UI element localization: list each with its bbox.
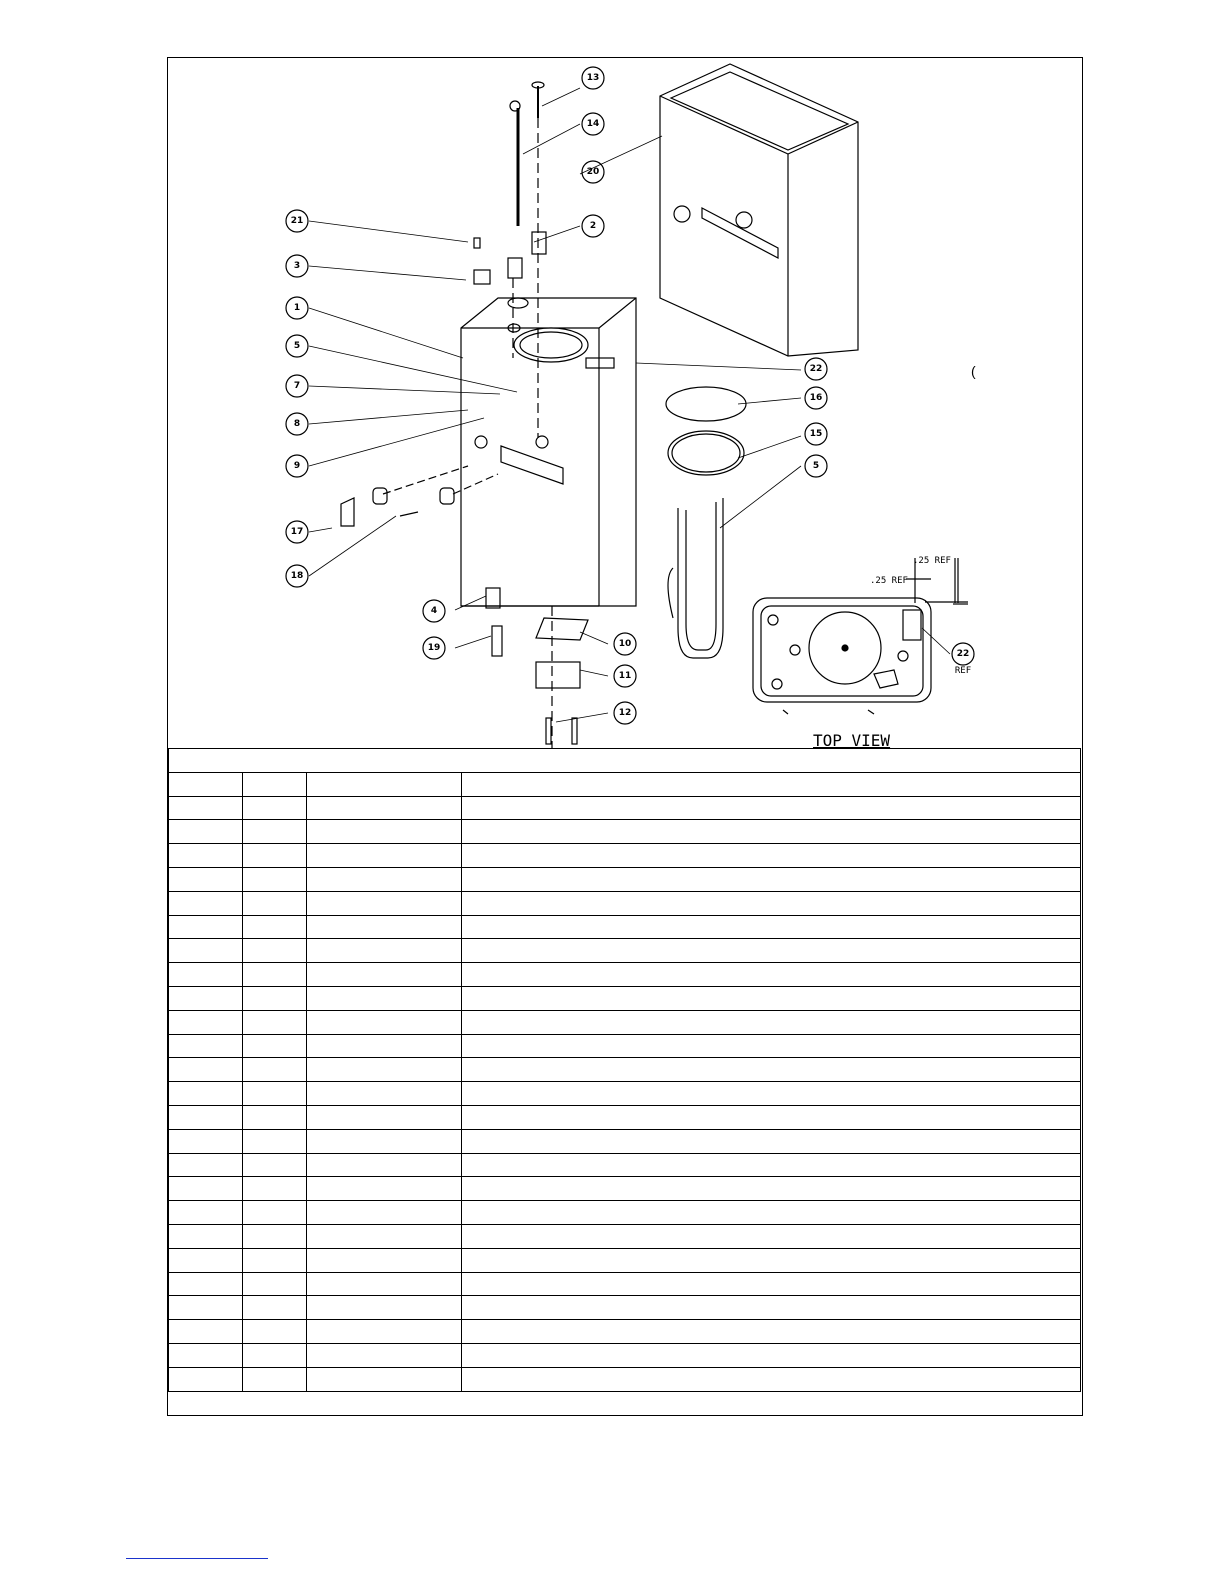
callout-11: 11 <box>618 671 632 681</box>
table-row <box>169 1177 1081 1201</box>
table-cell <box>242 1058 306 1082</box>
table-cell <box>242 1034 306 1058</box>
callout-4: 4 <box>430 606 438 616</box>
table-cell <box>242 915 306 939</box>
dimension-upper: .25 REF <box>913 556 951 566</box>
table-cell <box>169 1105 243 1129</box>
table-row <box>169 844 1081 868</box>
table-cell <box>461 939 1080 963</box>
table-cell <box>242 820 306 844</box>
callout-15: 15 <box>809 429 823 439</box>
table-cell <box>461 915 1080 939</box>
shroud <box>660 64 858 356</box>
table-row <box>169 1343 1081 1367</box>
table-cell <box>242 1296 306 1320</box>
table-cell <box>306 844 461 868</box>
table-row <box>169 1224 1081 1248</box>
table-cell <box>169 1272 243 1296</box>
table-row <box>169 1010 1081 1034</box>
table-cell <box>242 1177 306 1201</box>
ref-note: REF <box>954 666 972 676</box>
table-cell <box>169 939 243 963</box>
table-cell <box>242 1105 306 1129</box>
table-cell <box>169 1201 243 1225</box>
table-cell <box>306 1320 461 1344</box>
table-row <box>169 1320 1081 1344</box>
table-cell <box>169 1224 243 1248</box>
callout-8: 8 <box>293 419 301 429</box>
table-cell <box>306 1201 461 1225</box>
callout-20: 20 <box>586 167 600 177</box>
table-cell <box>306 986 461 1010</box>
table-cell <box>461 1129 1080 1153</box>
table-cell <box>169 1129 243 1153</box>
table-cell <box>242 796 306 820</box>
callout-21: 21 <box>290 216 304 226</box>
table-cell <box>169 891 243 915</box>
callout-22-topview: 22 <box>956 649 970 659</box>
table-cell <box>169 1058 243 1082</box>
table-cell <box>461 963 1080 987</box>
top-view <box>753 558 968 714</box>
table-cell <box>242 891 306 915</box>
table-row <box>169 772 1081 796</box>
table-cell <box>306 1272 461 1296</box>
table-cell <box>461 1296 1080 1320</box>
table-cell <box>169 1367 243 1391</box>
table-row <box>169 939 1081 963</box>
table-cell <box>306 1367 461 1391</box>
exploded-drawing <box>168 58 1081 748</box>
table-cell <box>306 1153 461 1177</box>
callout-18: 18 <box>290 571 304 581</box>
table-cell <box>306 772 461 796</box>
table-cell <box>242 963 306 987</box>
table-cell <box>461 986 1080 1010</box>
callout-22-tank: 22 <box>809 364 823 374</box>
table-row <box>169 1058 1081 1082</box>
table-cell <box>461 1058 1080 1082</box>
table-cell <box>242 1129 306 1153</box>
callout-1: 1 <box>293 303 301 313</box>
table-cell <box>169 844 243 868</box>
parts-sheet <box>167 57 1083 1416</box>
table-cell <box>169 1177 243 1201</box>
table-cell <box>242 1224 306 1248</box>
footer-link-underline <box>126 1558 268 1559</box>
table-cell <box>169 1320 243 1344</box>
table-cell <box>306 820 461 844</box>
table-cell <box>169 986 243 1010</box>
table-cell <box>306 1105 461 1129</box>
table-cell <box>169 796 243 820</box>
table-cell <box>461 1224 1080 1248</box>
table-cell <box>169 772 243 796</box>
table-cell <box>461 1367 1080 1391</box>
table-row <box>169 1082 1081 1106</box>
table-cell <box>461 1105 1080 1129</box>
table-cell <box>169 820 243 844</box>
heating-element <box>668 498 723 658</box>
table-row <box>169 1153 1081 1177</box>
bottom-parts <box>486 588 588 748</box>
table-cell <box>169 915 243 939</box>
table-cell <box>461 1153 1080 1177</box>
table-title-row <box>169 749 1081 773</box>
table-cell <box>461 1343 1080 1367</box>
table-cell <box>242 939 306 963</box>
table-cell <box>306 1129 461 1153</box>
table-cell <box>461 1248 1080 1272</box>
table-cell <box>306 963 461 987</box>
tank-body <box>461 298 636 606</box>
callout-5-top: 5 <box>293 341 301 351</box>
table-cell <box>242 867 306 891</box>
table-cell <box>461 1177 1080 1201</box>
table-row <box>169 1367 1081 1391</box>
table-cell <box>461 891 1080 915</box>
callout-5-element: 5 <box>812 461 820 471</box>
table-row <box>169 963 1081 987</box>
table-row <box>169 986 1081 1010</box>
table-cell <box>169 1010 243 1034</box>
table-cell <box>169 1034 243 1058</box>
table-cell <box>242 986 306 1010</box>
table-title-cell <box>169 749 1081 773</box>
table-cell <box>306 1177 461 1201</box>
callout-17: 17 <box>290 527 304 537</box>
table-cell <box>169 1296 243 1320</box>
table-cell <box>306 867 461 891</box>
callout-2: 2 <box>589 221 597 231</box>
table-row <box>169 796 1081 820</box>
exploded-view-svg <box>168 58 1081 748</box>
table-cell <box>242 1010 306 1034</box>
table-cell <box>242 1248 306 1272</box>
dimension-lower: .25 REF <box>870 576 908 586</box>
table-row <box>169 891 1081 915</box>
table-cell <box>461 820 1080 844</box>
table-row <box>169 1272 1081 1296</box>
table-cell <box>461 1201 1080 1225</box>
table-row <box>169 1129 1081 1153</box>
callout-10: 10 <box>618 639 632 649</box>
table-row <box>169 1296 1081 1320</box>
table-cell <box>242 1153 306 1177</box>
table-cell <box>461 844 1080 868</box>
table-cell <box>461 1010 1080 1034</box>
callout-13: 13 <box>586 73 600 83</box>
callout-16: 16 <box>809 393 823 403</box>
table-cell <box>306 796 461 820</box>
table-cell <box>169 867 243 891</box>
table-cell <box>461 796 1080 820</box>
callout-14: 14 <box>586 119 600 129</box>
table-cell <box>242 772 306 796</box>
lid-and-gasket <box>666 387 746 475</box>
table-row <box>169 915 1081 939</box>
table-cell <box>242 1343 306 1367</box>
table-row <box>169 1248 1081 1272</box>
table-cell <box>169 1248 243 1272</box>
table-cell <box>242 1320 306 1344</box>
table-cell <box>242 1367 306 1391</box>
table-cell <box>169 1082 243 1106</box>
stray-mark: ( <box>971 363 976 379</box>
table-row <box>169 820 1081 844</box>
table-cell <box>461 772 1080 796</box>
table-cell <box>242 1201 306 1225</box>
table-cell <box>306 1010 461 1034</box>
table-row <box>169 867 1081 891</box>
table-cell <box>169 963 243 987</box>
table-row <box>169 1034 1081 1058</box>
table-cell <box>306 1224 461 1248</box>
table-cell <box>306 1058 461 1082</box>
top-view-title: TOP VIEW <box>813 731 891 748</box>
table-cell <box>306 1343 461 1367</box>
table-cell <box>461 1034 1080 1058</box>
table-cell <box>169 1153 243 1177</box>
parts-list-table <box>168 748 1081 1392</box>
table-cell <box>461 867 1080 891</box>
table-cell <box>306 939 461 963</box>
callout-9: 9 <box>293 461 301 471</box>
table-cell <box>306 1034 461 1058</box>
callout-7: 7 <box>293 381 301 391</box>
table-cell <box>242 1082 306 1106</box>
table-row <box>169 1201 1081 1225</box>
table-cell <box>169 1343 243 1367</box>
callout-19: 19 <box>427 643 441 653</box>
callout-3: 3 <box>293 261 301 271</box>
callout-12: 12 <box>618 708 632 718</box>
table-cell <box>306 1296 461 1320</box>
table-cell <box>306 1248 461 1272</box>
table-row <box>169 1105 1081 1129</box>
table-cell <box>242 1272 306 1296</box>
table-cell <box>461 1272 1080 1296</box>
table-cell <box>242 844 306 868</box>
table-cell <box>306 891 461 915</box>
table-cell <box>461 1082 1080 1106</box>
table-cell <box>461 1320 1080 1344</box>
table-cell <box>306 915 461 939</box>
table-cell <box>306 1082 461 1106</box>
